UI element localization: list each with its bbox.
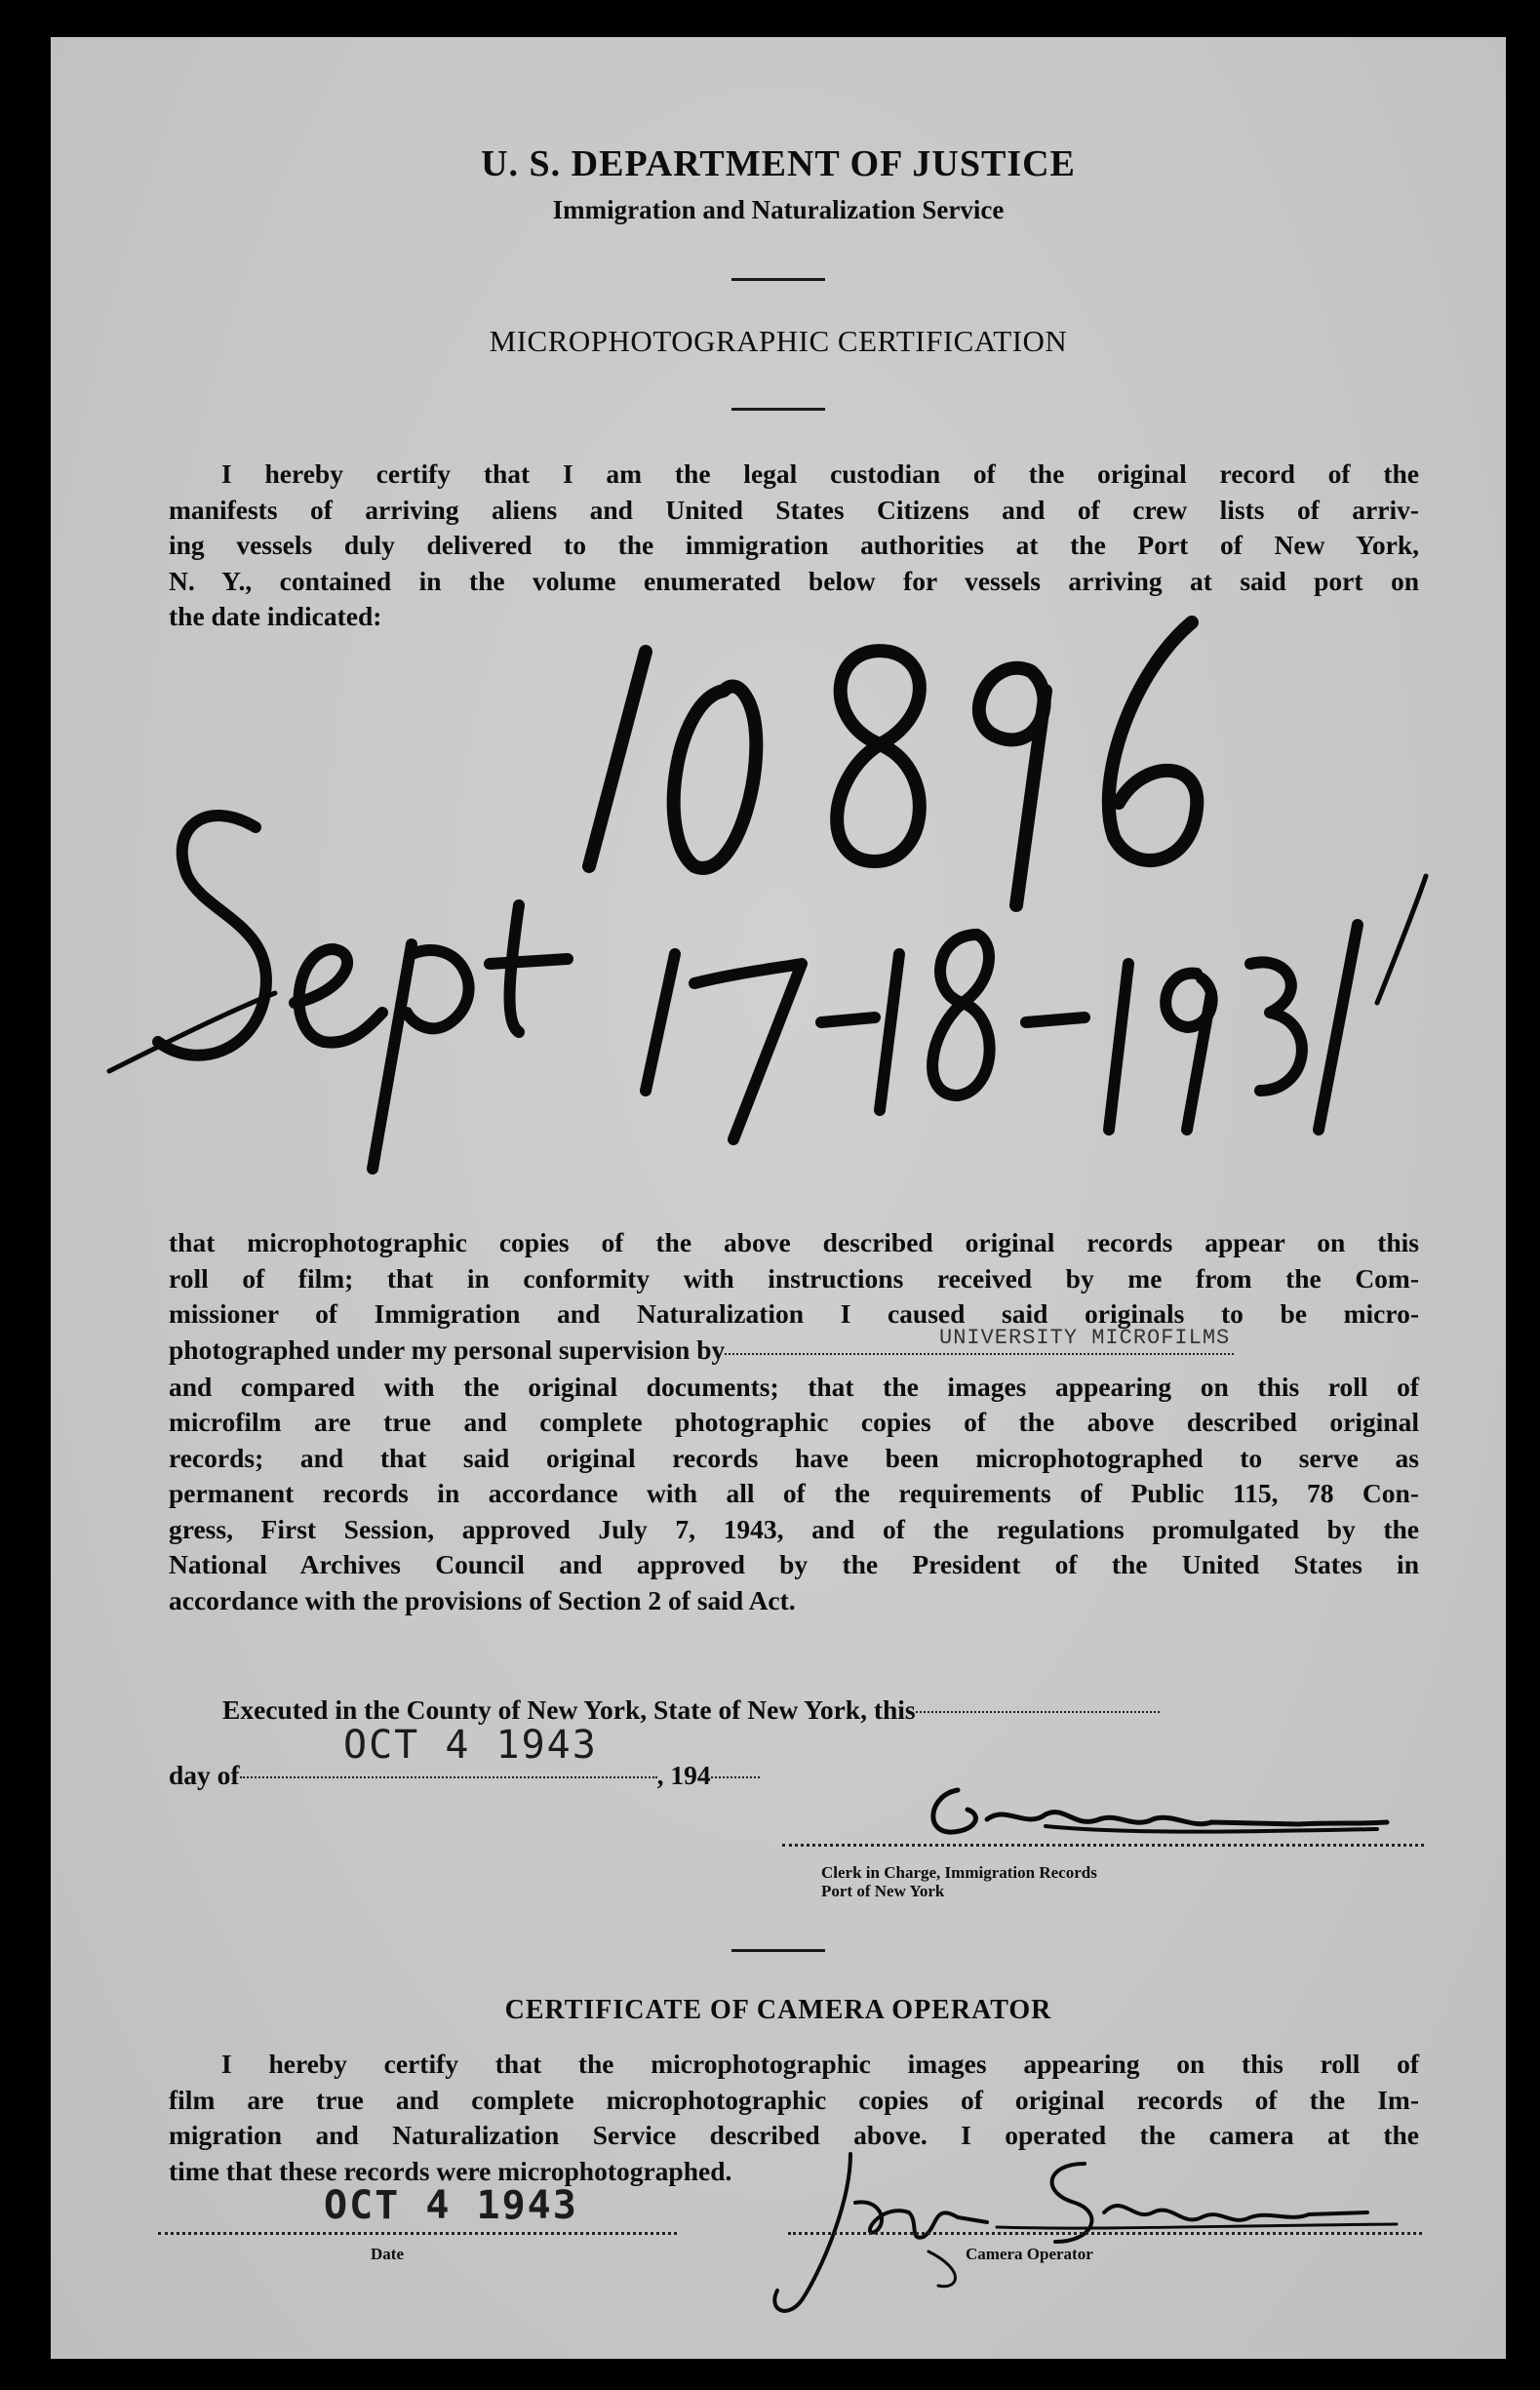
camera-certificate-title: CERTIFICATE OF CAMERA OPERATOR xyxy=(504,1995,1052,2025)
paragraph-line: I hereby certify that I am the legal custodian of the original record of the xyxy=(221,458,1419,489)
agency-heading: U. S. DEPARTMENT OF JUSTICE xyxy=(481,143,1076,184)
paragraph-line: records; and that said original records have been microphotographed to serve as xyxy=(169,1442,1419,1473)
paragraph-line: migration and Naturalization Service described above. I operated the camera at the xyxy=(169,2120,1419,2150)
supervision-line xyxy=(169,1325,1419,1370)
operator-line xyxy=(788,2232,1422,2235)
paragraph-line: permanent records in accordance with all of the requirements of Public 115, 78 Con- xyxy=(169,1478,1419,1508)
paragraph-line: missioner of Immigration and Naturalization I caused said originals to be micro- xyxy=(169,1298,1419,1329)
body-paragraph xyxy=(169,1225,1419,1618)
paragraph-line: that microphotographic copies of the above described original records appear on this xyxy=(169,1227,1419,1257)
clerk-signature-line xyxy=(782,1844,1424,1847)
clerk-signature xyxy=(870,1775,1426,1844)
paragraph-line: time that these records were microphotographed. xyxy=(169,2155,732,2186)
paragraph-line: microfilm are true and complete photographic copies of the above described original xyxy=(169,1407,1419,1437)
execution-text: Executed in the County of New York, State of New York, this xyxy=(222,1694,916,1725)
month-field xyxy=(240,1776,657,1778)
paragraph-line: N. Y., contained in the volume enumerated below for vessels arriving at said port on xyxy=(169,565,1419,596)
operator-signature xyxy=(763,2144,1426,2330)
camera-date-stamp: OCT 4 1943 xyxy=(324,2183,578,2228)
paragraph-line: National Archives Council and approved by the President of the United States in xyxy=(169,1549,1419,1579)
divider xyxy=(731,1949,825,1952)
day-of-line xyxy=(169,1758,760,1794)
paragraph-line: roll of film; that in conformity with instructions received by me from the Com- xyxy=(169,1262,1419,1294)
paragraph-line: manifests of arriving aliens and United States Citizens and of crew lists of arriv- xyxy=(169,494,1419,525)
day-field xyxy=(916,1711,1160,1713)
day-of-label: day of xyxy=(169,1760,240,1790)
supervision-label: photographed under my personal supervision by xyxy=(169,1334,726,1365)
divider xyxy=(731,408,825,411)
handwritten-entry xyxy=(51,583,1506,1188)
paragraph-line: and compared with the original documents; that the images appearing on this roll of xyxy=(169,1371,1419,1402)
date-stamp: OCT 4 1943 xyxy=(343,1723,598,1768)
paragraph-line: the date indicated: xyxy=(169,601,382,631)
service-subheading: Immigration and Naturalization Service xyxy=(552,195,1005,224)
operator-label: Camera Operator xyxy=(966,2245,1093,2263)
date-label: Date xyxy=(371,2245,404,2263)
year-field xyxy=(711,1776,760,1778)
divider xyxy=(731,278,825,281)
date-line xyxy=(158,2232,677,2235)
paragraph-line: accordance with the provisions of Section 2 of said Act. xyxy=(169,1584,796,1615)
paragraph-line: ing vessels duly delivered to the immigration authorities at the Port of New York, xyxy=(169,530,1419,560)
year-label: , 194 xyxy=(656,1760,711,1790)
paragraph-line: gress, First Session, approved July 7, 1943, and of the regulations promulgated by the xyxy=(169,1513,1419,1544)
clerk-title: Clerk in Charge, Immigration Records xyxy=(821,1863,1097,1882)
clerk-port: Port of New York xyxy=(821,1882,945,1900)
form-title: MICROPHOTOGRAPHIC CERTIFICATION xyxy=(489,324,1068,358)
paragraph-line: film are true and complete microphotographic copies of original records of the Im- xyxy=(169,2084,1419,2115)
paragraph-line: I hereby certify that the microphotographic images appearing on this roll of xyxy=(221,2049,1419,2079)
document-page xyxy=(51,37,1506,2359)
supervisor-stamp: UNIVERSITY MICROFILMS xyxy=(939,1325,1231,1350)
